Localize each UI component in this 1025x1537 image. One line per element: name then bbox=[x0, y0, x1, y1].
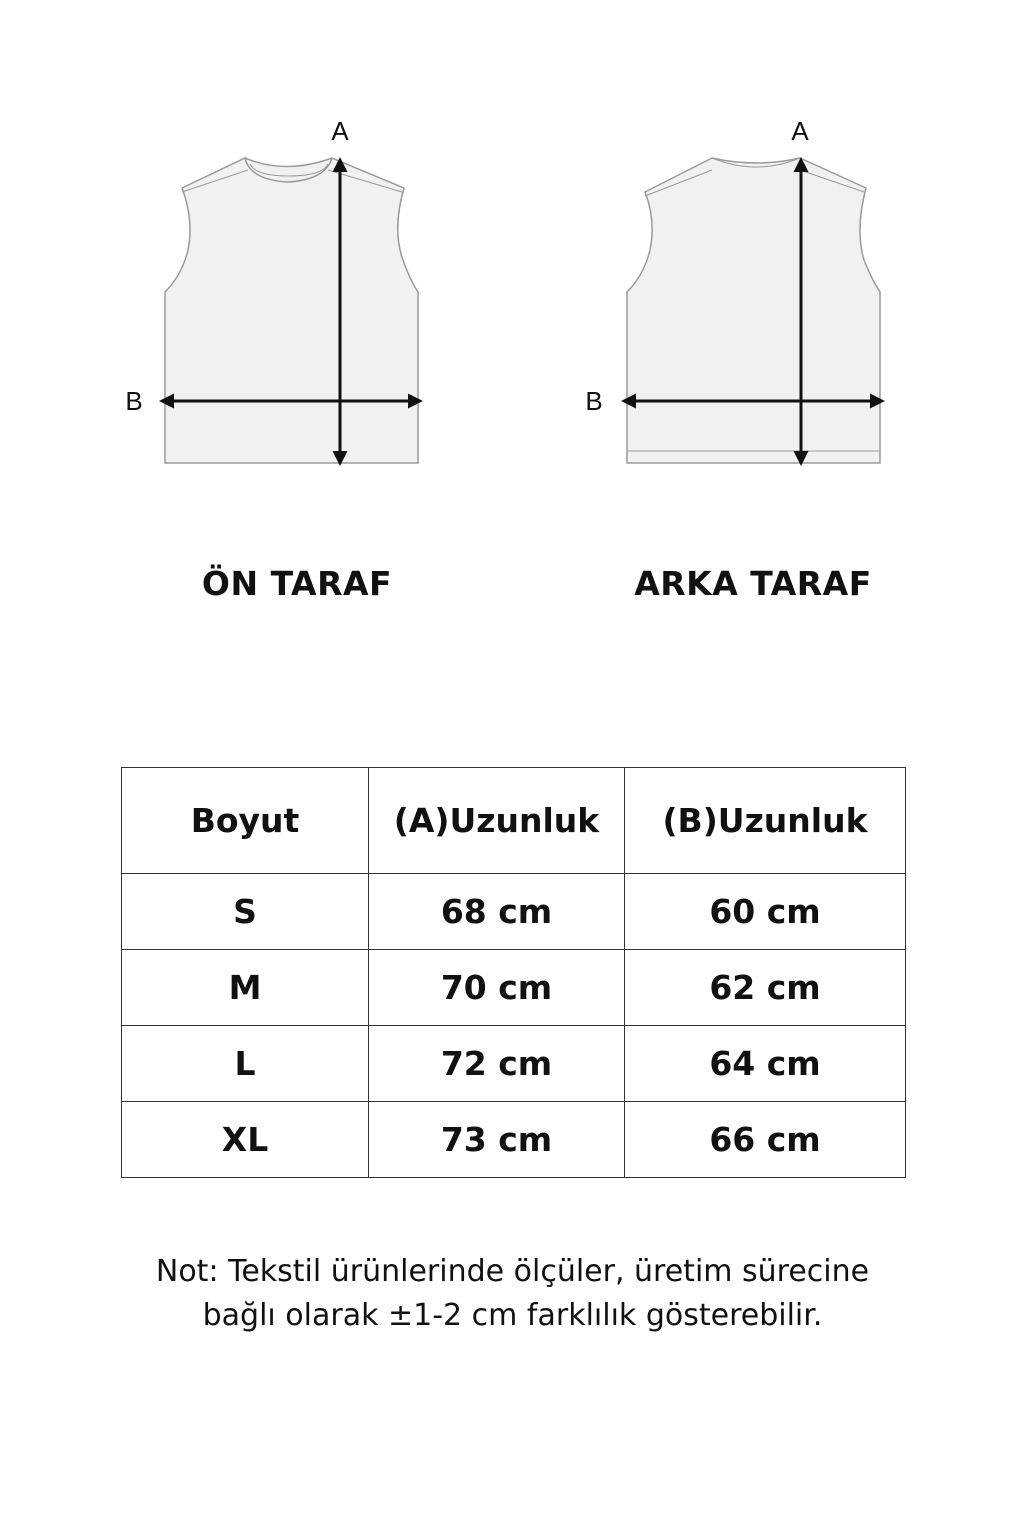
note-line-1: Not: Tekstil ürünlerinde ölçüler, üretim sürecine bbox=[155, 1254, 870, 1289]
length-a-cell: 70 cm bbox=[369, 950, 625, 1026]
table-row bbox=[122, 1102, 906, 1178]
back-view-title: ARKA TARAF bbox=[634, 564, 872, 603]
front-view-title: ÖN TARAF bbox=[201, 564, 393, 603]
tolerance-note bbox=[40, 1250, 985, 1338]
length-b-cell: 64 cm bbox=[625, 1026, 906, 1102]
back-diagram bbox=[572, 110, 902, 490]
length-a-cell: 73 cm bbox=[369, 1102, 625, 1178]
length-b-cell: 66 cm bbox=[625, 1102, 906, 1178]
size-cell: XL bbox=[122, 1102, 369, 1178]
length-a-cell: 68 cm bbox=[369, 874, 625, 950]
front-diagram bbox=[110, 110, 440, 490]
size-table bbox=[121, 767, 906, 1178]
label-b: B bbox=[125, 386, 143, 416]
back-vest-illustration bbox=[572, 110, 902, 490]
label-b: B bbox=[585, 386, 603, 416]
length-b-cell: 60 cm bbox=[625, 874, 906, 950]
header-size: Boyut bbox=[122, 768, 369, 874]
length-b-cell: 62 cm bbox=[625, 950, 906, 1026]
size-cell: M bbox=[122, 950, 369, 1026]
length-a-cell: 72 cm bbox=[369, 1026, 625, 1102]
vest-front-outline bbox=[165, 158, 418, 463]
header-length-b: (B)Uzunluk bbox=[625, 768, 906, 874]
table-row bbox=[122, 874, 906, 950]
table-header-row bbox=[122, 768, 906, 874]
table-row bbox=[122, 1026, 906, 1102]
size-cell: L bbox=[122, 1026, 369, 1102]
front-vest-illustration bbox=[110, 110, 440, 490]
header-length-a: (A)Uzunluk bbox=[369, 768, 625, 874]
label-a: A bbox=[791, 116, 809, 146]
size-cell: S bbox=[122, 874, 369, 950]
vest-back-outline bbox=[627, 158, 880, 463]
note-line-2: bağlı olarak ±1-2 cm farklılık gösterebilir. bbox=[202, 1298, 823, 1333]
table-row bbox=[122, 950, 906, 1026]
label-a: A bbox=[331, 116, 349, 146]
